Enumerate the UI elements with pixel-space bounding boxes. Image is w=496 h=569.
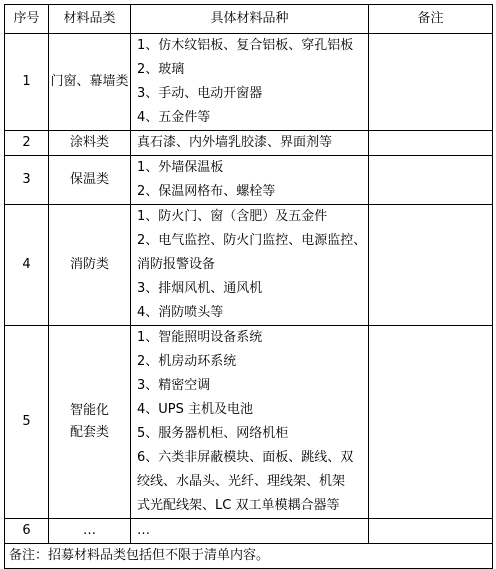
item-line: 4、五金件等	[137, 110, 211, 125]
row-no: 5	[5, 326, 49, 519]
row-no: 6	[5, 519, 49, 544]
item-line: 真石漆、内外墙乳胶漆、界面剂等	[137, 135, 333, 150]
item-line: 3、精密空调	[137, 378, 211, 393]
item-line: 1、智能照明设备系统	[137, 330, 263, 345]
row-remark	[369, 156, 493, 205]
row-remark	[369, 34, 493, 131]
header-category: 材料品类	[49, 5, 131, 34]
row-no: 3	[5, 156, 49, 205]
row-category: 涂料类	[49, 131, 131, 156]
item-line: 6、六类非屏蔽模块、面板、跳线、双	[137, 450, 354, 465]
item-line: 消防报警设备	[137, 257, 216, 272]
materials-table	[4, 4, 493, 569]
row-items	[131, 156, 369, 205]
item-line: 2、玻璃	[137, 62, 185, 77]
table-row	[5, 326, 493, 519]
table-header-row	[5, 5, 493, 34]
row-no: 4	[5, 205, 49, 326]
item-line: 2、保温网格布、螺栓等	[137, 184, 276, 199]
materials-table-container	[4, 4, 492, 569]
row-remark	[369, 205, 493, 326]
row-items	[131, 34, 369, 131]
table-row	[5, 205, 493, 326]
table-row	[5, 156, 493, 205]
item-line: 绞线、水晶头、光纤、理线架、机架	[137, 474, 346, 489]
header-items: 具体材料品种	[131, 5, 369, 34]
item-line: 4、UPS 主机及电池	[137, 402, 254, 417]
table-note: 备注：招募材料品类包括但不限于清单内容。	[5, 544, 493, 569]
row-category: 保温类	[49, 156, 131, 205]
table-row	[5, 131, 493, 156]
row-remark	[369, 519, 493, 544]
row-items	[131, 131, 369, 156]
item-line: 4、消防喷头等	[137, 305, 224, 320]
row-no: 2	[5, 131, 49, 156]
item-line: 5、服务器机柜、网络机柜	[137, 426, 289, 441]
row-no: 1	[5, 34, 49, 131]
header-no: 序号	[5, 5, 49, 34]
item-line: 1、外墙保温板	[137, 160, 224, 175]
item-line: 3、手动、电动开窗器	[137, 86, 263, 101]
row-category	[49, 326, 131, 519]
item-line: 1、防火门、窗（含肥）及五金件	[137, 209, 328, 224]
item-line: 2、机房动环系统	[137, 354, 237, 369]
header-remark: 备注	[369, 5, 493, 34]
table-row	[5, 34, 493, 131]
row-items	[131, 205, 369, 326]
item-line: 3、排烟风机、通风机	[137, 281, 263, 296]
item-line: …	[137, 523, 150, 538]
row-remark	[369, 326, 493, 519]
table-note-row	[5, 544, 493, 569]
category-line: 智能化	[69, 403, 109, 418]
row-category: 门窗、幕墙类	[49, 34, 131, 131]
item-line: 1、仿木纹铝板、复合铝板、穿孔铝板	[137, 38, 354, 53]
item-line: 2、电气监控、防火门监控、电源监控、	[137, 233, 367, 248]
row-remark	[369, 131, 493, 156]
item-line: 式光配线架、LC 双工单模耦合器等	[137, 498, 340, 513]
row-category: …	[49, 519, 131, 544]
table-row	[5, 519, 493, 544]
category-line: 配套类	[69, 425, 109, 440]
row-category: 消防类	[49, 205, 131, 326]
row-items	[131, 519, 369, 544]
row-items	[131, 326, 369, 519]
